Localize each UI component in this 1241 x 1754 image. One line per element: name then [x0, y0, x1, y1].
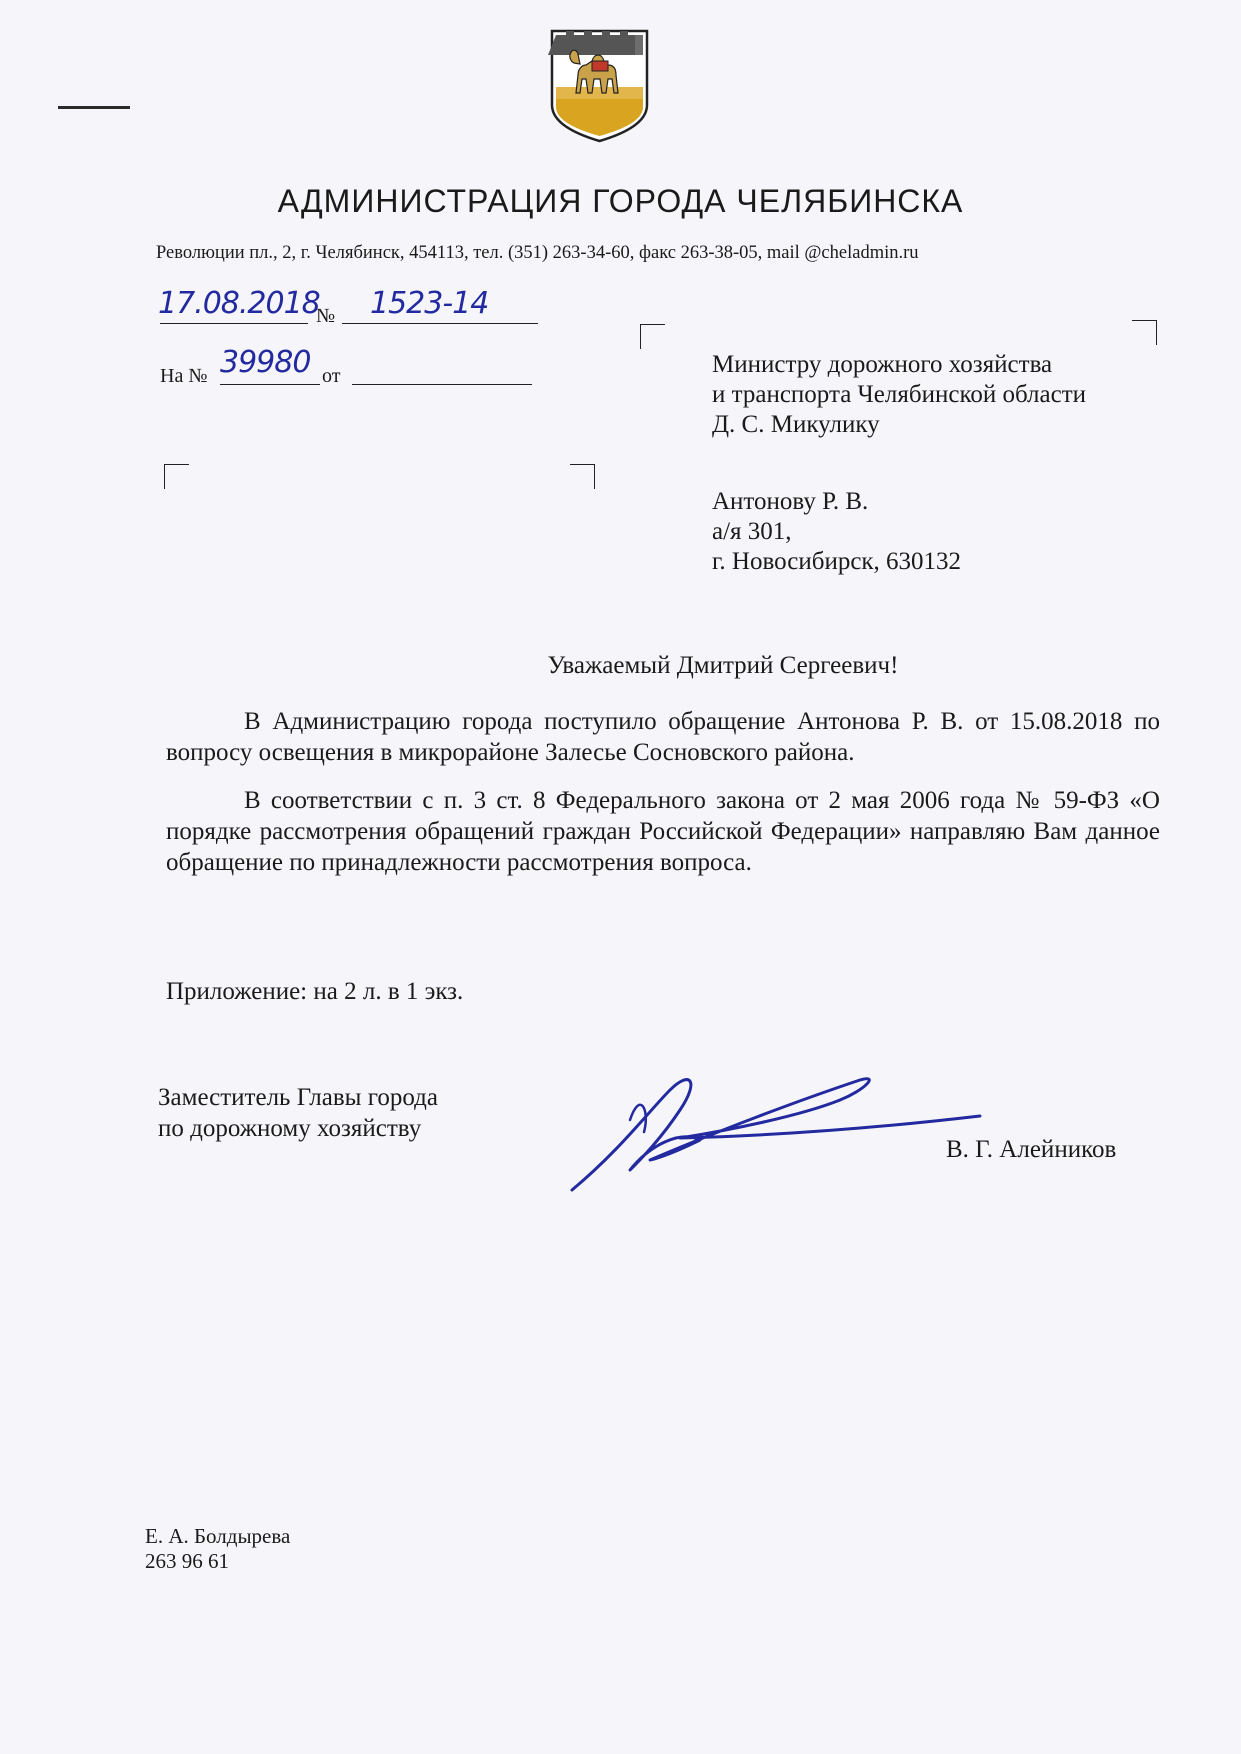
recipient-bracket-top-right [1132, 320, 1157, 345]
signer-name: В. Г. Алейников [946, 1136, 1117, 1163]
executor-block [145, 1524, 290, 1574]
recipient-line: и транспорта Челябинской области [712, 381, 1087, 408]
recipient-line: Д. С. Микулику [712, 411, 880, 438]
recipient-line: Министру дорожного хозяйства [712, 351, 1053, 378]
recipients-block [712, 350, 1086, 577]
executor-phone: 263 96 61 [145, 1549, 229, 1573]
outgoing-date: 17.08.2018 [158, 286, 320, 321]
recipient-line: г. Новосибирск, 630132 [712, 548, 962, 575]
signer-position: Заместитель Главы города по дорожному хозяйству [158, 1084, 438, 1142]
handwritten-signature [560, 1050, 1000, 1200]
recipient-line: Антонову Р. В. [712, 488, 869, 515]
organization-title: АДМИНИСТРАЦИЯ ГОРОДА ЧЕЛЯБИНСКА [277, 183, 964, 219]
organization-address: Революции пл., 2, г. Челябинск, 454113, тел. (351) 263-34-60, факс 263-38-05, mail @cheladmin.ru [156, 243, 919, 263]
reference-date-line [352, 354, 532, 385]
recipient-line: а/я 301, [712, 518, 792, 545]
body-paragraph: В Администрацию города поступило обращение Антонова Р. В. от 15.08.2018 по вопросу освещения в микрорайоне Залесье Сосновского района. [166, 708, 1160, 766]
reference-number: 39980 [220, 345, 311, 380]
reference-from-label: от [322, 365, 341, 387]
coat-of-arms-emblem [548, 27, 651, 143]
number-sign: № [316, 305, 336, 327]
subject-bracket-left [164, 464, 189, 489]
outgoing-number: 1523-14 [370, 286, 489, 321]
recipient-bracket-top-left [640, 324, 665, 349]
salutation: Уважаемый Дмитрий Сергеевич! [547, 652, 899, 679]
executor-name: Е. А. Болдырева [145, 1524, 291, 1548]
attachment-note: Приложение: на 2 л. в 1 экз. [166, 978, 464, 1005]
subject-bracket-right [570, 464, 595, 489]
body-paragraph: В соответствии с п. 3 ст. 8 Федерального закона от 2 мая 2006 года № 59-ФЗ «О порядке рассмотрения обращений граждан Российской Федерации» направляю Вам данное обращение по принадлежности рассмотрения вопроса. [166, 787, 1160, 876]
letter-body [166, 706, 1160, 895]
reference-number-label: На № [160, 365, 208, 387]
margin-mark [58, 106, 130, 109]
